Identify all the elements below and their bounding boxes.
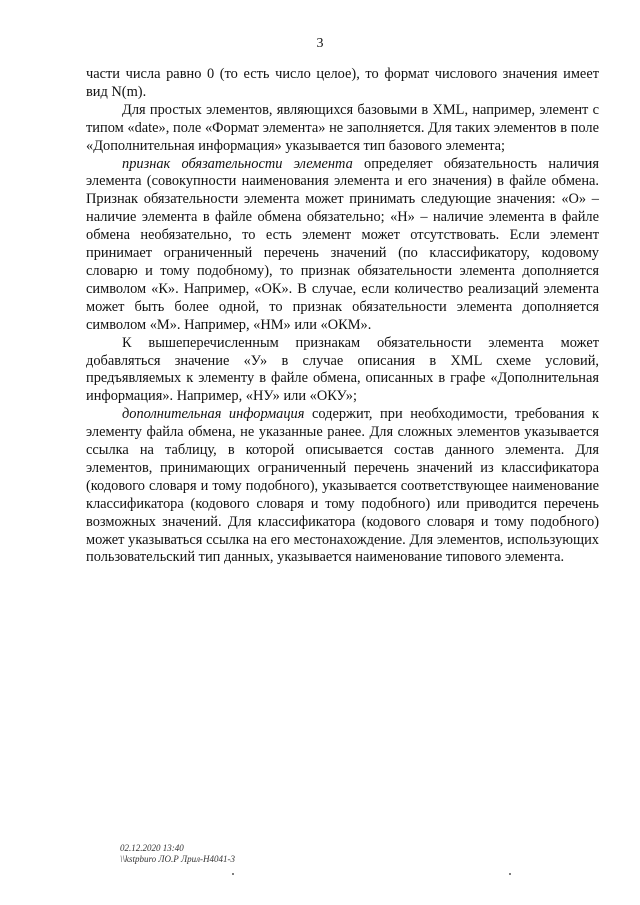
body-paragraph [86,335,599,407]
paragraph-text: части числа равно 0 (то есть число целое), то формат числового значения имеет вид N(m). [86,66,599,100]
body-paragraph [86,102,599,156]
body-paragraph [86,156,599,335]
body-paragraph [86,406,599,567]
footer-timestamp: 02.12.2020 13:40 [120,843,184,853]
footer-stamp [120,843,235,865]
body-text [86,66,599,567]
body-paragraph [86,66,599,102]
scan-speck [509,873,511,875]
scan-speck [232,873,234,875]
paragraph-text: К вышеперечисленным признакам обязательности элемента может добавляться значение «У» в случае описания в XML схеме условий, предъявляемых к элементу в файле обмена, описанных в графе «Дополнительная информация». Например, «НУ» или «ОКУ»; [86,334,599,405]
paragraph-text: определяет обязательность наличия элемента (совокупности наименования элемента и его значения) в файле обмена. Признак обязательности элемента может принимать следующие значения: «О» – наличие элемента в файле обмена обязательно; «Н» – наличие элемента в файле обмена необязательно, то есть элемент может отсутствовать. Если элемент принимает ограниченный перечень значений (по классификатору, кодовому словарю и тому подобному), то признак обязательности элемента дополняется символом «К». Например, «ОК». В случае, если количество реализаций элемента может быть более одной, то признак обязательности элемента дополняется символом «М». Например, «НМ» или «ОКМ». [86,155,599,333]
paragraph-text: Для простых элементов, являющихся базовыми в XML, например, элемент с типом «date», поле «Формат элемента» не заполняется. Для таких элементов в поле «Дополнительная информация» указывается тип базового элемента; [86,101,599,154]
footer-path: \\kstpburo ЛО.Р Лрил-Н4041-3 [120,854,236,864]
page-number: 3 [316,36,324,51]
term-italic: признак обязательности элемента [122,155,353,172]
term-italic: дополнительная информация [122,406,305,423]
paragraph-text: содержит, при необходимости, требования к элементу файла обмена, не указанные ранее. Для сложных элементов указывается ссылка на таблицу, в которой описывается состав данного элемента. Для элементов, принимающих ограниченный перечень значений из классификатора (кодового словаря и тому подобного), указывается соответствующее наименование классификатора (кодового словаря и тому подобного) или приводится перечень возможных значений. Для классификатора (кодового словаря и тому подобного) может указываться ссылка на его местонахождение. Для элементов, использующих пользовательский тип данных, указывается наименование типового элемента. [86,406,599,566]
